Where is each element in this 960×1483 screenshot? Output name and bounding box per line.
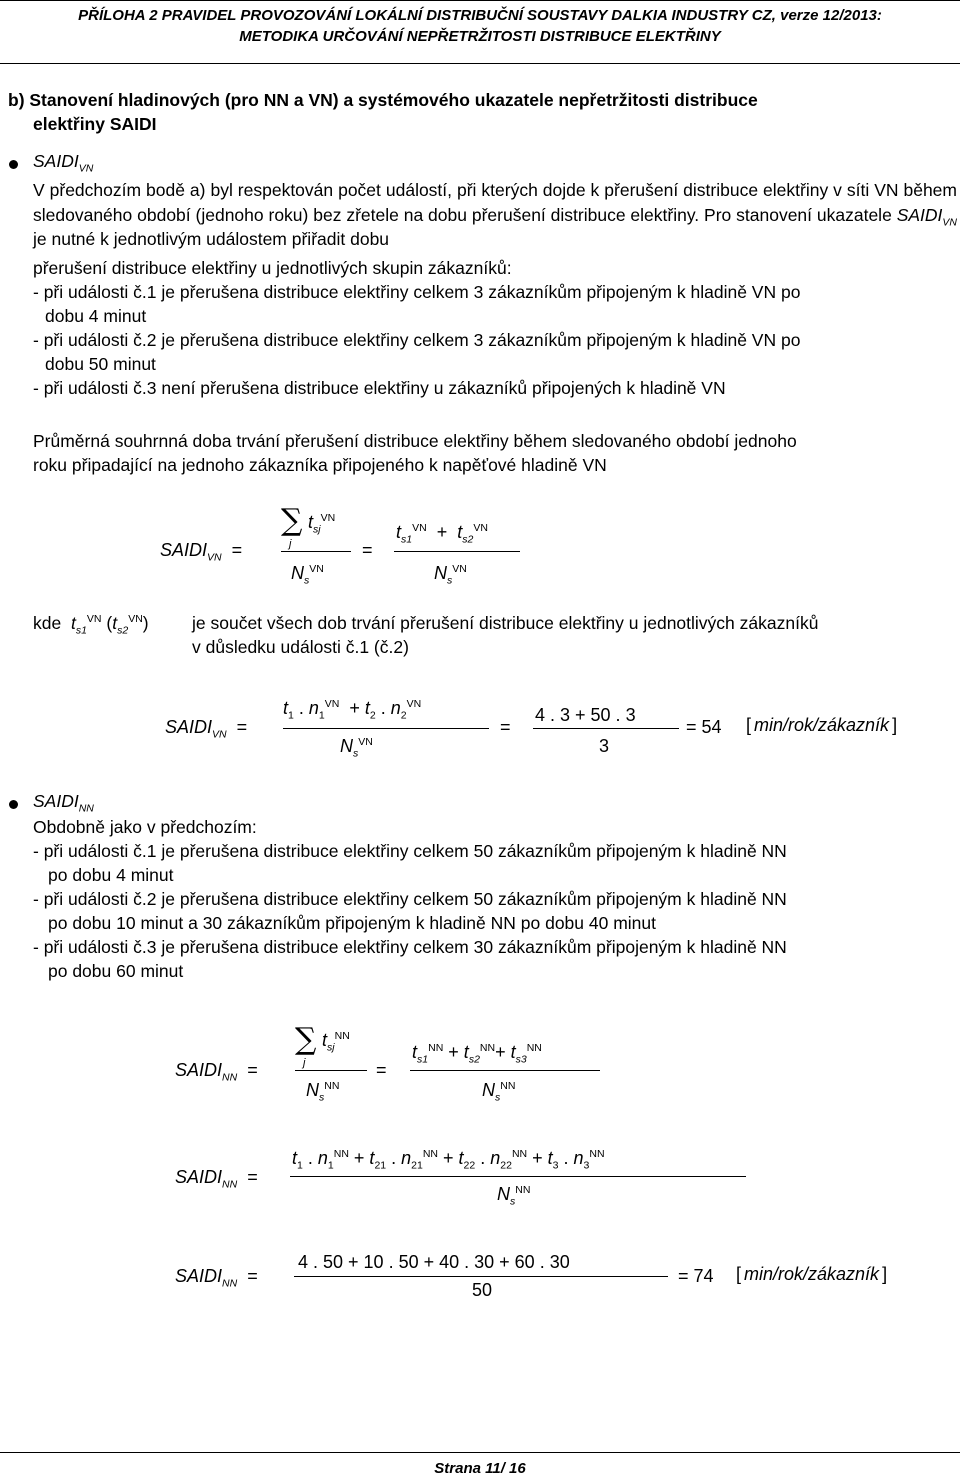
nn-item-3: - při události č.3 je přerušena distribuce elektřiny celkem 30 zákazníkům připojeným k hladině NN	[33, 937, 787, 957]
formula-2-den-1: $N_s^{VN}$	[340, 736, 373, 760]
section-b-title-1: b) Stanovení hladinových (pro NN a VN) a systémového ukazatele nepřetržitosti distribuce	[8, 90, 758, 110]
nn-item-1: - při události č.1 je přerušena distribuce elektřiny celkem 50 zákazníkům připojeným k hladině NN	[33, 841, 787, 861]
nn-intro: Obdobně jako v předchozím:	[33, 817, 257, 837]
formula-3-den-1: $N_s^{NN}$	[306, 1080, 340, 1104]
formula-5-den: 50	[472, 1280, 493, 1300]
kde-text-2: v důsledku události č.1 (č.2)	[192, 637, 409, 657]
nn-item-3-cont: po dobu 60 minut	[48, 961, 184, 981]
formula-1-den-2: $N_s^{VN}$	[434, 563, 467, 587]
nn-item-2-cont: po dobu 10 minut a 30 zákazníkům připojeným k hladině NN po dobu 40 minut	[48, 913, 657, 933]
formula-3-num-1: $t_{sj}^{NN}$	[322, 1030, 350, 1054]
formula-3-den-2: $N_s^{NN}$	[482, 1080, 516, 1104]
bullet-vn	[9, 160, 18, 169]
vn-paragraph-1: V předchozím bodě a) byl respektován počet událostí, při kterých dojde k přerušení distribuce elektřiny v síti VN během sledovaného období (jednoho roku) bez zřetele na dobu přerušení distribuce elektřiny. Pro stanovení ukazatele $SAIDI_{VN}$ je nutné k jednotlivým událostem přiřadit dobu	[33, 180, 957, 249]
vn-avg-2: roku připadající na jednoho zákazníka připojeného k napěťové hladině VN	[33, 455, 607, 475]
formula-2-num-1: $t_1$ . $n_1^{VN} + t_2$ . $n_2^{VN}$	[283, 698, 422, 722]
formula-3-num-2: $t_{s1}^{NN} + t_{s2}^{NN}+ t_{s3}^{NN}$	[412, 1042, 542, 1066]
formula-1-lhs: $SAIDI_{VN}$ =	[160, 540, 243, 564]
vn-item-2: - při události č.2 je přerušena distribuce elektřiny celkem 3 zákazníkům připojeným k hladině VN po	[33, 330, 801, 350]
formula-2-fracline-1	[283, 728, 489, 729]
header-top-rule	[0, 0, 960, 1]
footer-rule	[0, 1452, 960, 1453]
section-b-title-2: elektřiny SAIDI	[33, 114, 157, 134]
formula-4-num: $t_1$ . $n_1^{NN} + t_{21}$ . $n_{21}^{NN} + t_{22}$ . $n_{22}^{NN} + t_3$ . $n_3^{NN}$	[292, 1148, 605, 1172]
formula-3-equals: =	[376, 1060, 387, 1080]
formula-1-equals: =	[362, 540, 373, 560]
formula-1-den-1: $N_s^{VN}$	[291, 563, 324, 587]
header-line-1: PŘÍLOHA 2 PRAVIDEL PROVOZOVÁNÍ LOKÁLNÍ DISTRIBUČNÍ SOUSTAVY DALKIA INDUSTRY CZ, verze 12/2013:	[78, 7, 882, 24]
sum-icon: ∑	[281, 503, 303, 538]
formula-2-lhs: $SAIDI_{VN}$ =	[165, 717, 248, 741]
formula-5-lhs: $SAIDI_{NN}$ =	[175, 1266, 258, 1290]
formula-5-result: = 74	[678, 1266, 714, 1286]
saidi-nn-heading: $SAIDI_{NN}$	[33, 791, 94, 815]
formula-4-lhs: $SAIDI_{NN}$ =	[175, 1167, 258, 1191]
kde-line: kde $t_{s1}^{VN}$ $(t_{s2}^{VN})$	[33, 613, 149, 637]
formula-5-unit: [ min/rok/zákazník ]	[736, 1264, 888, 1284]
formula-4-fracline	[290, 1176, 746, 1177]
formula-4-den: $N_s^{NN}$	[497, 1184, 531, 1208]
formula-2-unit: [ min/rok/zákazník ]	[746, 715, 898, 735]
formula-2-den-2: 3	[599, 736, 610, 756]
formula-1-sum-index: j	[289, 538, 292, 550]
sum-icon-2: ∑	[295, 1022, 317, 1057]
nn-item-1-cont: po dobu 4 minut	[48, 865, 174, 885]
formula-2-num-2: 4 . 3 + 50 . 3	[535, 705, 636, 725]
formula-3-lhs: $SAIDI_{NN}$ =	[175, 1060, 258, 1084]
formula-2-fracline-2	[533, 728, 679, 729]
formula-3-fracline-2	[410, 1070, 600, 1071]
formula-5-num: 4 . 50 + 10 . 50 + 40 . 30 + 60 . 30	[298, 1252, 570, 1272]
formula-3-fracline-1	[295, 1070, 367, 1071]
header-line-2: METODIKA URČOVÁNÍ NEPŘETRŽITOSTI DISTRIBUCE ELEKTŘINY	[239, 28, 721, 45]
formula-1-fracline-2	[394, 551, 520, 552]
vn-paragraph-2: přerušení distribuce elektřiny u jednotlivých skupin zákazníků:	[33, 258, 512, 278]
formula-2-result: = 54	[686, 717, 722, 737]
header-bottom-rule	[0, 63, 960, 64]
saidi-vn-heading: $SAIDI_{VN}$	[33, 151, 94, 175]
vn-item-3: - při události č.3 není přerušena distribuce elektřiny u zákazníků připojených k hladině VN	[33, 378, 726, 398]
kde-text-1: je součet všech dob trvání přerušení distribuce elektřiny u jednotlivých zákazníků	[192, 613, 819, 633]
page-number: Strana 11/ 16	[434, 1460, 526, 1477]
vn-item-1: - při události č.1 je přerušena distribuce elektřiny celkem 3 zákazníkům připojeným k hladině VN po	[33, 282, 801, 302]
formula-1-fracline-1	[281, 551, 351, 552]
vn-item-2-cont: dobu 50 minut	[45, 354, 156, 374]
bullet-nn	[9, 800, 18, 809]
formula-5-fracline	[294, 1276, 668, 1277]
nn-item-2: - při události č.2 je přerušena distribuce elektřiny celkem 50 zákazníkům připojeným k hladině NN	[33, 889, 787, 909]
formula-1-num-2: $t_{s1}^{VN} + t_{s2}^{VN}$	[396, 522, 488, 546]
vn-item-1-cont: dobu 4 minut	[45, 306, 147, 326]
vn-avg-1: Průměrná souhrnná doba trvání přerušení distribuce elektřiny během sledovaného období jednoho	[33, 431, 797, 451]
formula-3-sum-index: j	[303, 1057, 306, 1069]
formula-1-num-1: $t_{sj}^{VN}$	[308, 512, 336, 536]
formula-2-equals: =	[500, 717, 511, 737]
